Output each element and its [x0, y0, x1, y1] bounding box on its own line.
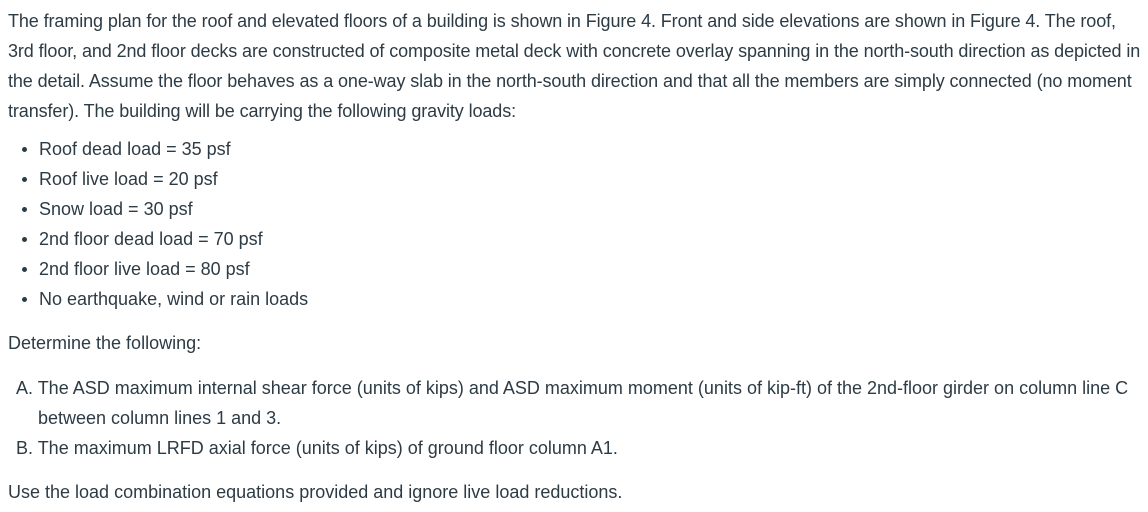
list-item: Roof live load = 20 psf	[22, 164, 1144, 194]
task-list	[8, 373, 1144, 463]
task-item-a	[16, 373, 1144, 433]
task-text: The ASD maximum internal shear force (units of kips) and ASD maximum moment (units of kip-ft) of the 2nd-floor girder on column line C between column lines 1 and 3.	[37, 378, 1129, 428]
task-letter: B.	[16, 438, 38, 458]
bullet-icon	[22, 297, 27, 302]
load-list	[8, 134, 1144, 314]
task-text: The maximum LRFD axial force (units of kips) of ground floor column A1.	[37, 438, 618, 458]
list-item: No earthquake, wind or rain loads	[22, 284, 1144, 314]
task-letter: A.	[16, 378, 38, 398]
bullet-icon	[22, 207, 27, 212]
bullet-icon	[22, 237, 27, 242]
list-item: 2nd floor dead load = 70 psf	[22, 224, 1144, 254]
bullet-icon	[22, 177, 27, 182]
determine-heading: Determine the following:	[8, 333, 202, 353]
closing-instruction: Use the load combination equations provided and ignore live load reductions.	[8, 482, 623, 502]
bullet-icon	[22, 267, 27, 272]
bullet-icon	[22, 147, 27, 152]
task-item-b	[16, 433, 1144, 463]
list-item: Roof dead load = 35 psf	[22, 134, 1144, 164]
list-item: Snow load = 30 psf	[22, 194, 1144, 224]
intro-paragraph: The framing plan for the roof and elevated floors of a building is shown in Figure 4. Front and side elevations are shown in Figure 4. The roof, 3rd floor, and 2nd floor decks are constructed of composite metal deck with concrete overlay spanning in the north-south direction as depicted in the detail. Assume the floor behaves as a one-way slab in the north-south direction and that all the members are simply connected (no moment transfer). The building will be carrying the following gravity loads:	[8, 11, 1141, 121]
list-item: 2nd floor live load = 80 psf	[22, 254, 1144, 284]
